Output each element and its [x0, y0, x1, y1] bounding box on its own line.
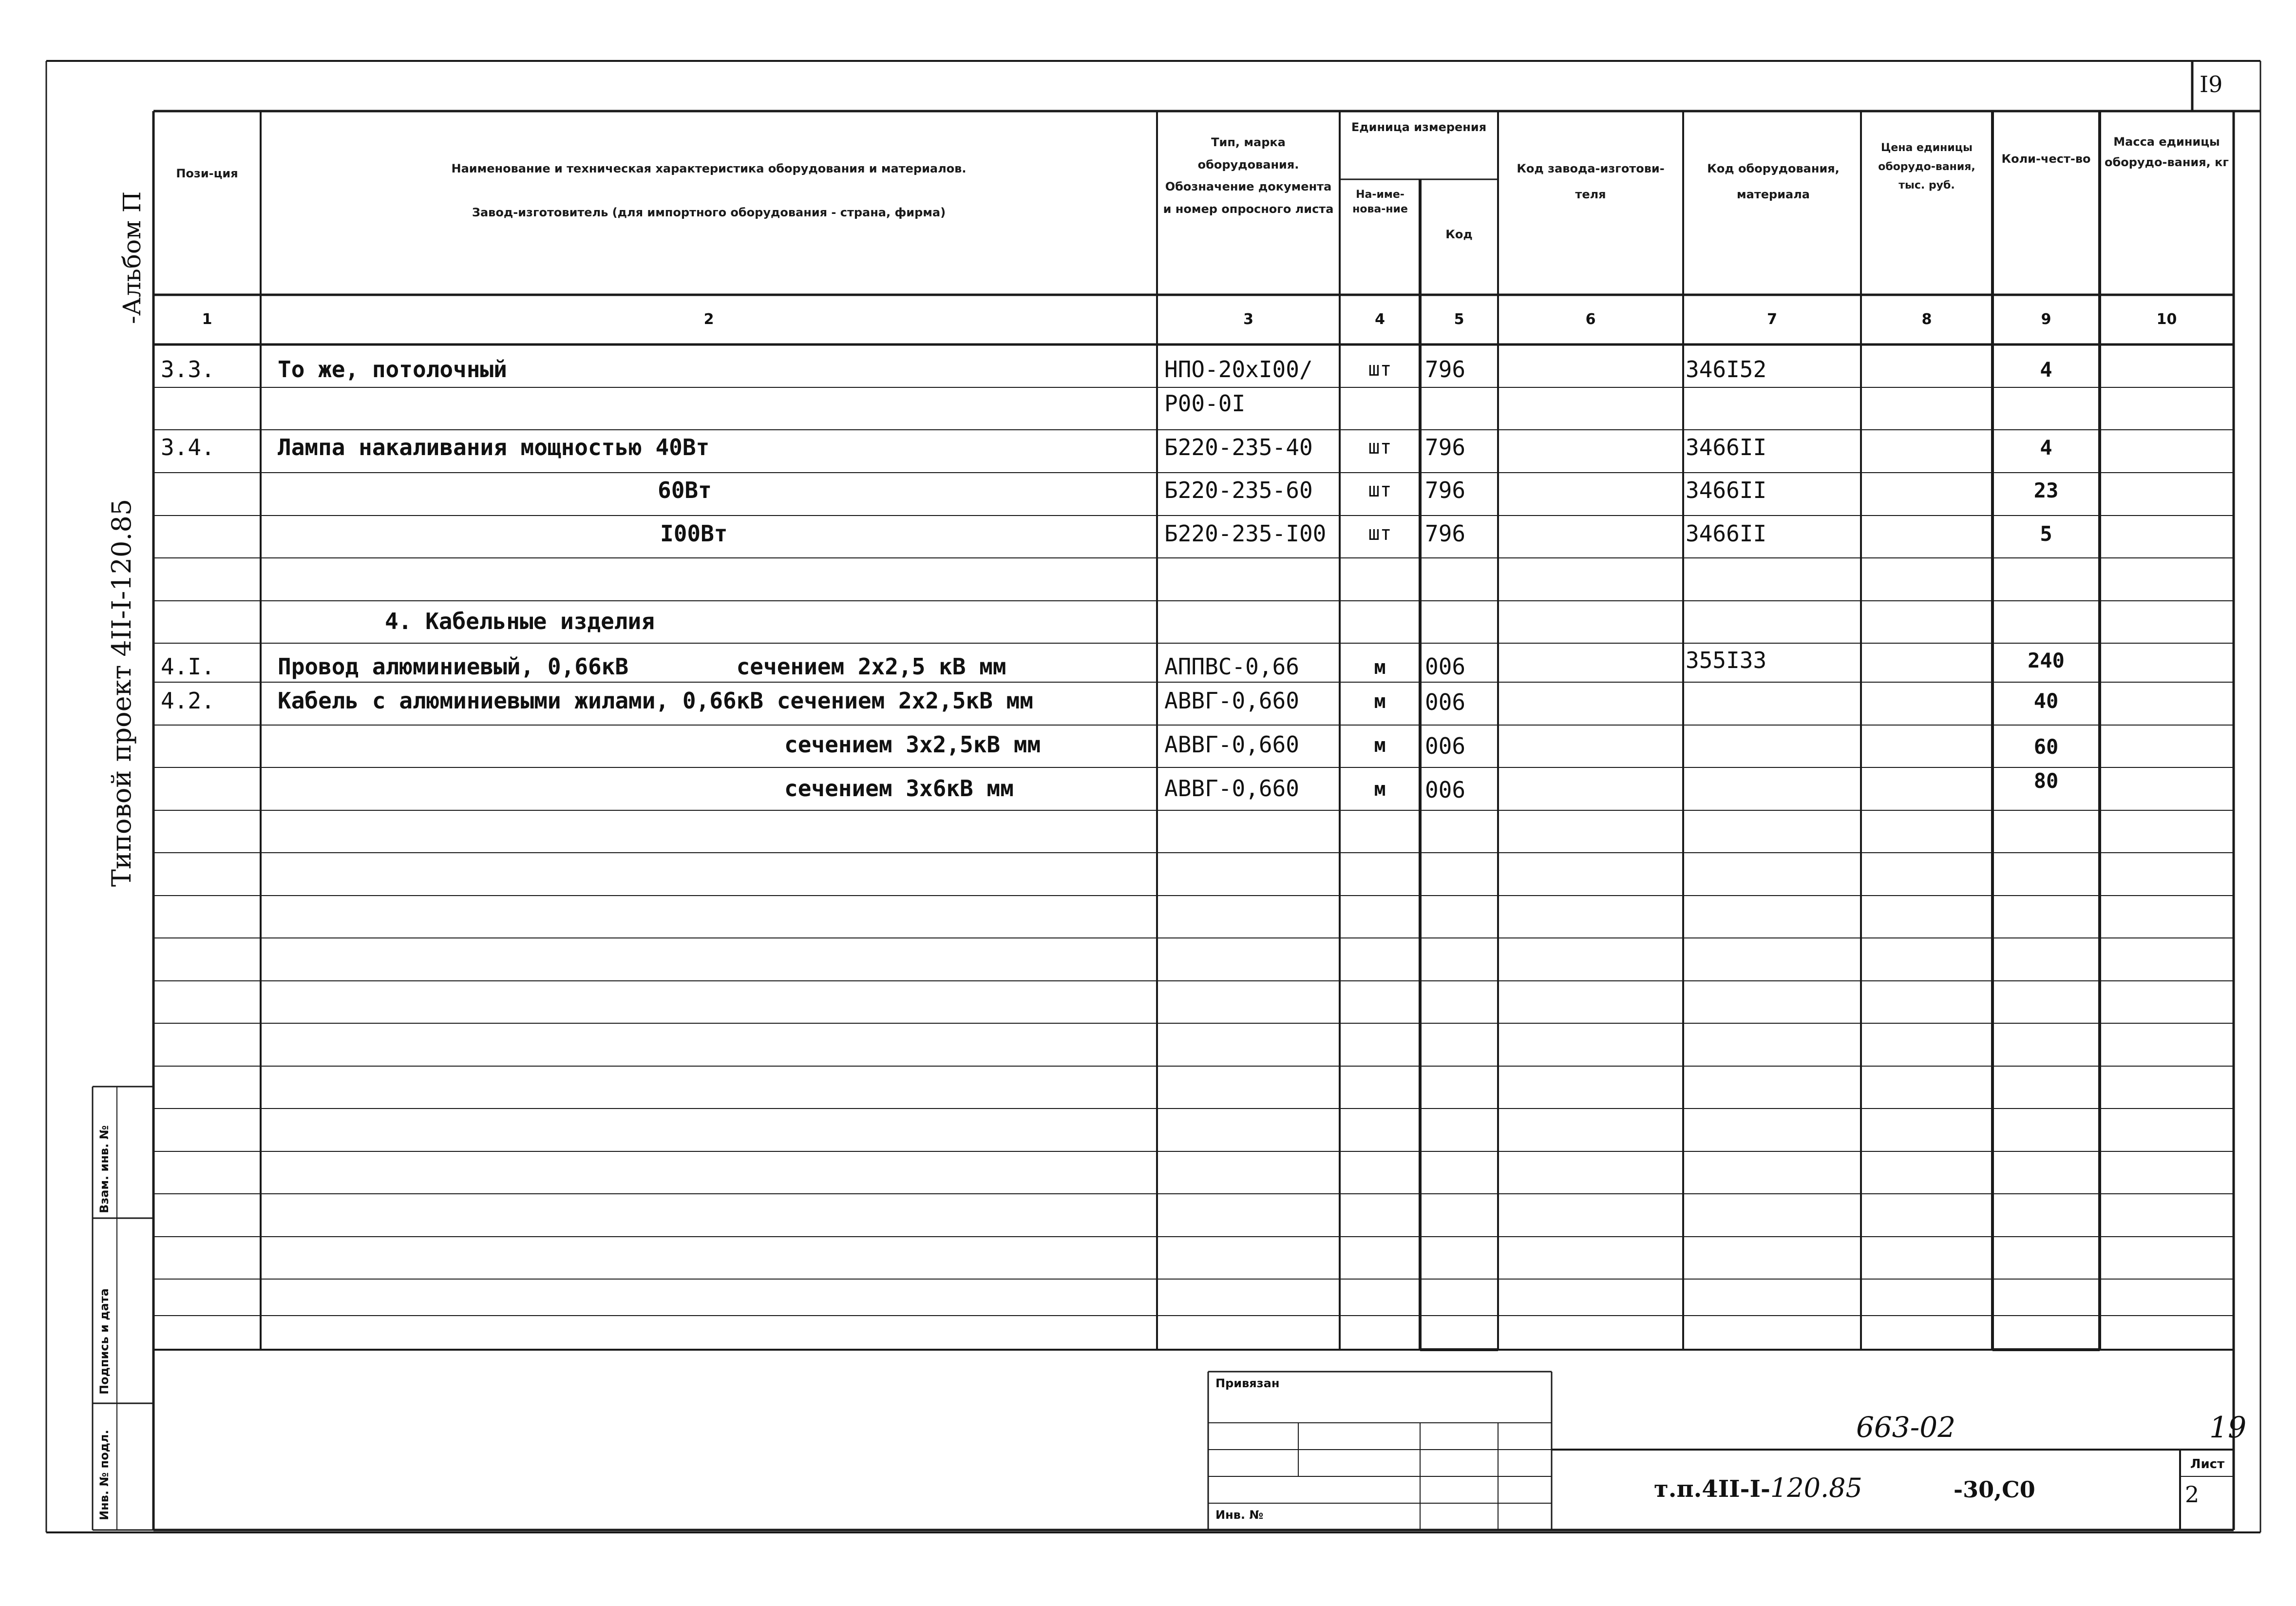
header-name-line1: Наименование и техническая характеристика оборудования и материалов.	[451, 162, 967, 175]
project-label: Типовой проект 4II-I-120.85	[106, 498, 137, 887]
row-4-1-code: 006	[1425, 653, 1466, 680]
doc-code-printed: т.п.4II-I-	[1654, 1475, 1770, 1503]
section-heading-cables: 4. Кабельные изделия	[385, 608, 655, 634]
row-3x2-5-type: АВВГ-0,660	[1164, 731, 1299, 758]
colnum-5: 5	[1454, 311, 1464, 328]
colnum-6: 6	[1585, 311, 1596, 328]
row-3x6-unit: м	[1374, 778, 1386, 801]
row-4-2-code: 006	[1425, 689, 1466, 715]
row-3x6-code: 006	[1425, 777, 1466, 803]
row-3-4-type: Б220-235-40	[1164, 434, 1313, 460]
colnum-10: 10	[2156, 311, 2177, 328]
colnum-7: 7	[1767, 311, 1777, 328]
row-3-4-quantity: 4	[2040, 436, 2052, 459]
sheet-label: Лист	[2190, 1457, 2225, 1472]
row-100w-name: I00Вт	[660, 520, 728, 547]
row-3x2-5-unit: м	[1374, 734, 1386, 757]
row-60w-name: 60Вт	[658, 477, 712, 503]
colnum-8: 8	[1921, 311, 1932, 328]
colnum-4: 4	[1375, 311, 1385, 328]
row-3-3-quantity: 4	[2040, 358, 2052, 382]
row-100w-type: Б220-235-I00	[1164, 520, 1327, 547]
row-3-4-unit: шт	[1368, 436, 1392, 459]
row-4-2-type: АВВГ-0,660	[1164, 688, 1299, 714]
row-4-2-unit: м	[1374, 690, 1386, 713]
header-quantity: Коли-чест-во	[2001, 152, 2091, 166]
row-3x2-5-name: сечением 3х2,5кВ мм	[784, 731, 1041, 758]
doc-suffix: -30,С0	[1954, 1476, 2035, 1503]
row-60w-quantity: 23	[2033, 478, 2059, 502]
row-3-4-code: 796	[1425, 434, 1466, 460]
row-4-1-quantity: 240	[2028, 649, 2065, 672]
row-4-2-position: 4.2.	[161, 688, 215, 714]
sheet-number: 2	[2185, 1481, 2200, 1508]
row-3-3-type-cont: Р00-0I	[1164, 390, 1246, 417]
row-3x2-5-quantity: 60	[2033, 735, 2059, 759]
row-3x2-5-code: 006	[1425, 733, 1466, 759]
row-100w-equipment-code: 3466II	[1686, 520, 1767, 547]
row-3x6-type: АВВГ-0,660	[1164, 775, 1299, 802]
row-100w-code: 796	[1425, 520, 1466, 547]
stamp-signature-date: Подпись и дата	[97, 1288, 111, 1395]
header-unit-group: Единица измерения	[1351, 120, 1487, 134]
header-mass: Масса единицы оборудо-вания, кг	[2105, 135, 2229, 169]
row-4-2-name: Кабель с алюминиевыми жилами, 0,66кВ сечением 2х2,5кВ мм	[278, 688, 1033, 714]
row-3-3-code: 796	[1425, 356, 1466, 382]
row-3-3-unit: шт	[1368, 358, 1392, 381]
colnum-3: 3	[1243, 311, 1253, 328]
header-equipment-code: Код оборудования, материала	[1707, 162, 1840, 201]
row-3-3-name: То же, потолочный	[278, 356, 507, 382]
row-4-1-type: АППВС-0,66	[1164, 653, 1299, 680]
sheet-corner-number: I9	[2200, 71, 2223, 97]
colnum-9: 9	[2041, 311, 2051, 328]
row-60w-equipment-code: 3466II	[1686, 477, 1767, 503]
row-3x6-name: сечением 3х6кВ мм	[784, 775, 1014, 802]
header-name-line2: Завод-изготовитель (для импортного оборудования - страна, фирма)	[472, 206, 946, 219]
row-3x6-quantity: 80	[2033, 769, 2059, 793]
colnum-1: 1	[202, 311, 212, 328]
header-factory-code: Код завода-изготови-теля	[1517, 162, 1665, 201]
row-3-3-equipment-code: 346I52	[1686, 356, 1767, 382]
row-3-3-type: НПО-20хI00/	[1164, 356, 1313, 382]
row-60w-code: 796	[1425, 477, 1466, 503]
row-60w-unit: шт	[1368, 479, 1392, 501]
header-price: Цена единицы оборудо-вания, тыс. руб.	[1878, 142, 1975, 191]
row-3-4-equipment-code: 3466II	[1686, 434, 1767, 460]
stamp-privyazan: Привязан	[1215, 1377, 1280, 1390]
handwritten-code: 663-02	[1856, 1411, 1956, 1444]
row-3-4-name: Лампа накаливания мощностью 40Вт	[278, 434, 710, 460]
header-unit-name: На-име-нова-ние	[1352, 189, 1408, 215]
stamp-replace-inv: Взам. инв. №	[97, 1125, 111, 1213]
album-label: -Альбом П	[118, 191, 146, 324]
row-3-3-position: 3.3.	[161, 356, 215, 382]
row-4-1-name: Провод алюминиевый, 0,66кВ сечением 2х2,5 кВ мм	[278, 653, 1006, 680]
doc-code	[1654, 1472, 1862, 1503]
header-type: Тип, марка оборудования. Обозначение документа и номер опросного листа	[1163, 135, 1334, 216]
header-position: Пози-ция	[176, 167, 238, 180]
stamp-inv-no: Инв. № подл.	[97, 1430, 111, 1520]
row-100w-unit: шт	[1368, 522, 1392, 545]
colnum-2: 2	[703, 311, 714, 328]
row-4-1-unit: м	[1374, 656, 1386, 679]
row-100w-quantity: 5	[2040, 522, 2052, 546]
header-unit-code: Код	[1445, 228, 1473, 241]
doc-code-handwritten: 120.85	[1770, 1472, 1862, 1503]
page-number-handwritten: 19	[2209, 1411, 2247, 1445]
row-4-1-equipment-code: 355I33	[1686, 647, 1767, 673]
row-60w-type: Б220-235-60	[1164, 477, 1313, 503]
row-3-4-position: 3.4.	[161, 434, 215, 460]
stamp-inv-number: Инв. №	[1215, 1508, 1264, 1522]
row-4-2-quantity: 40	[2033, 689, 2059, 713]
row-4-1-position: 4.I.	[161, 653, 215, 680]
